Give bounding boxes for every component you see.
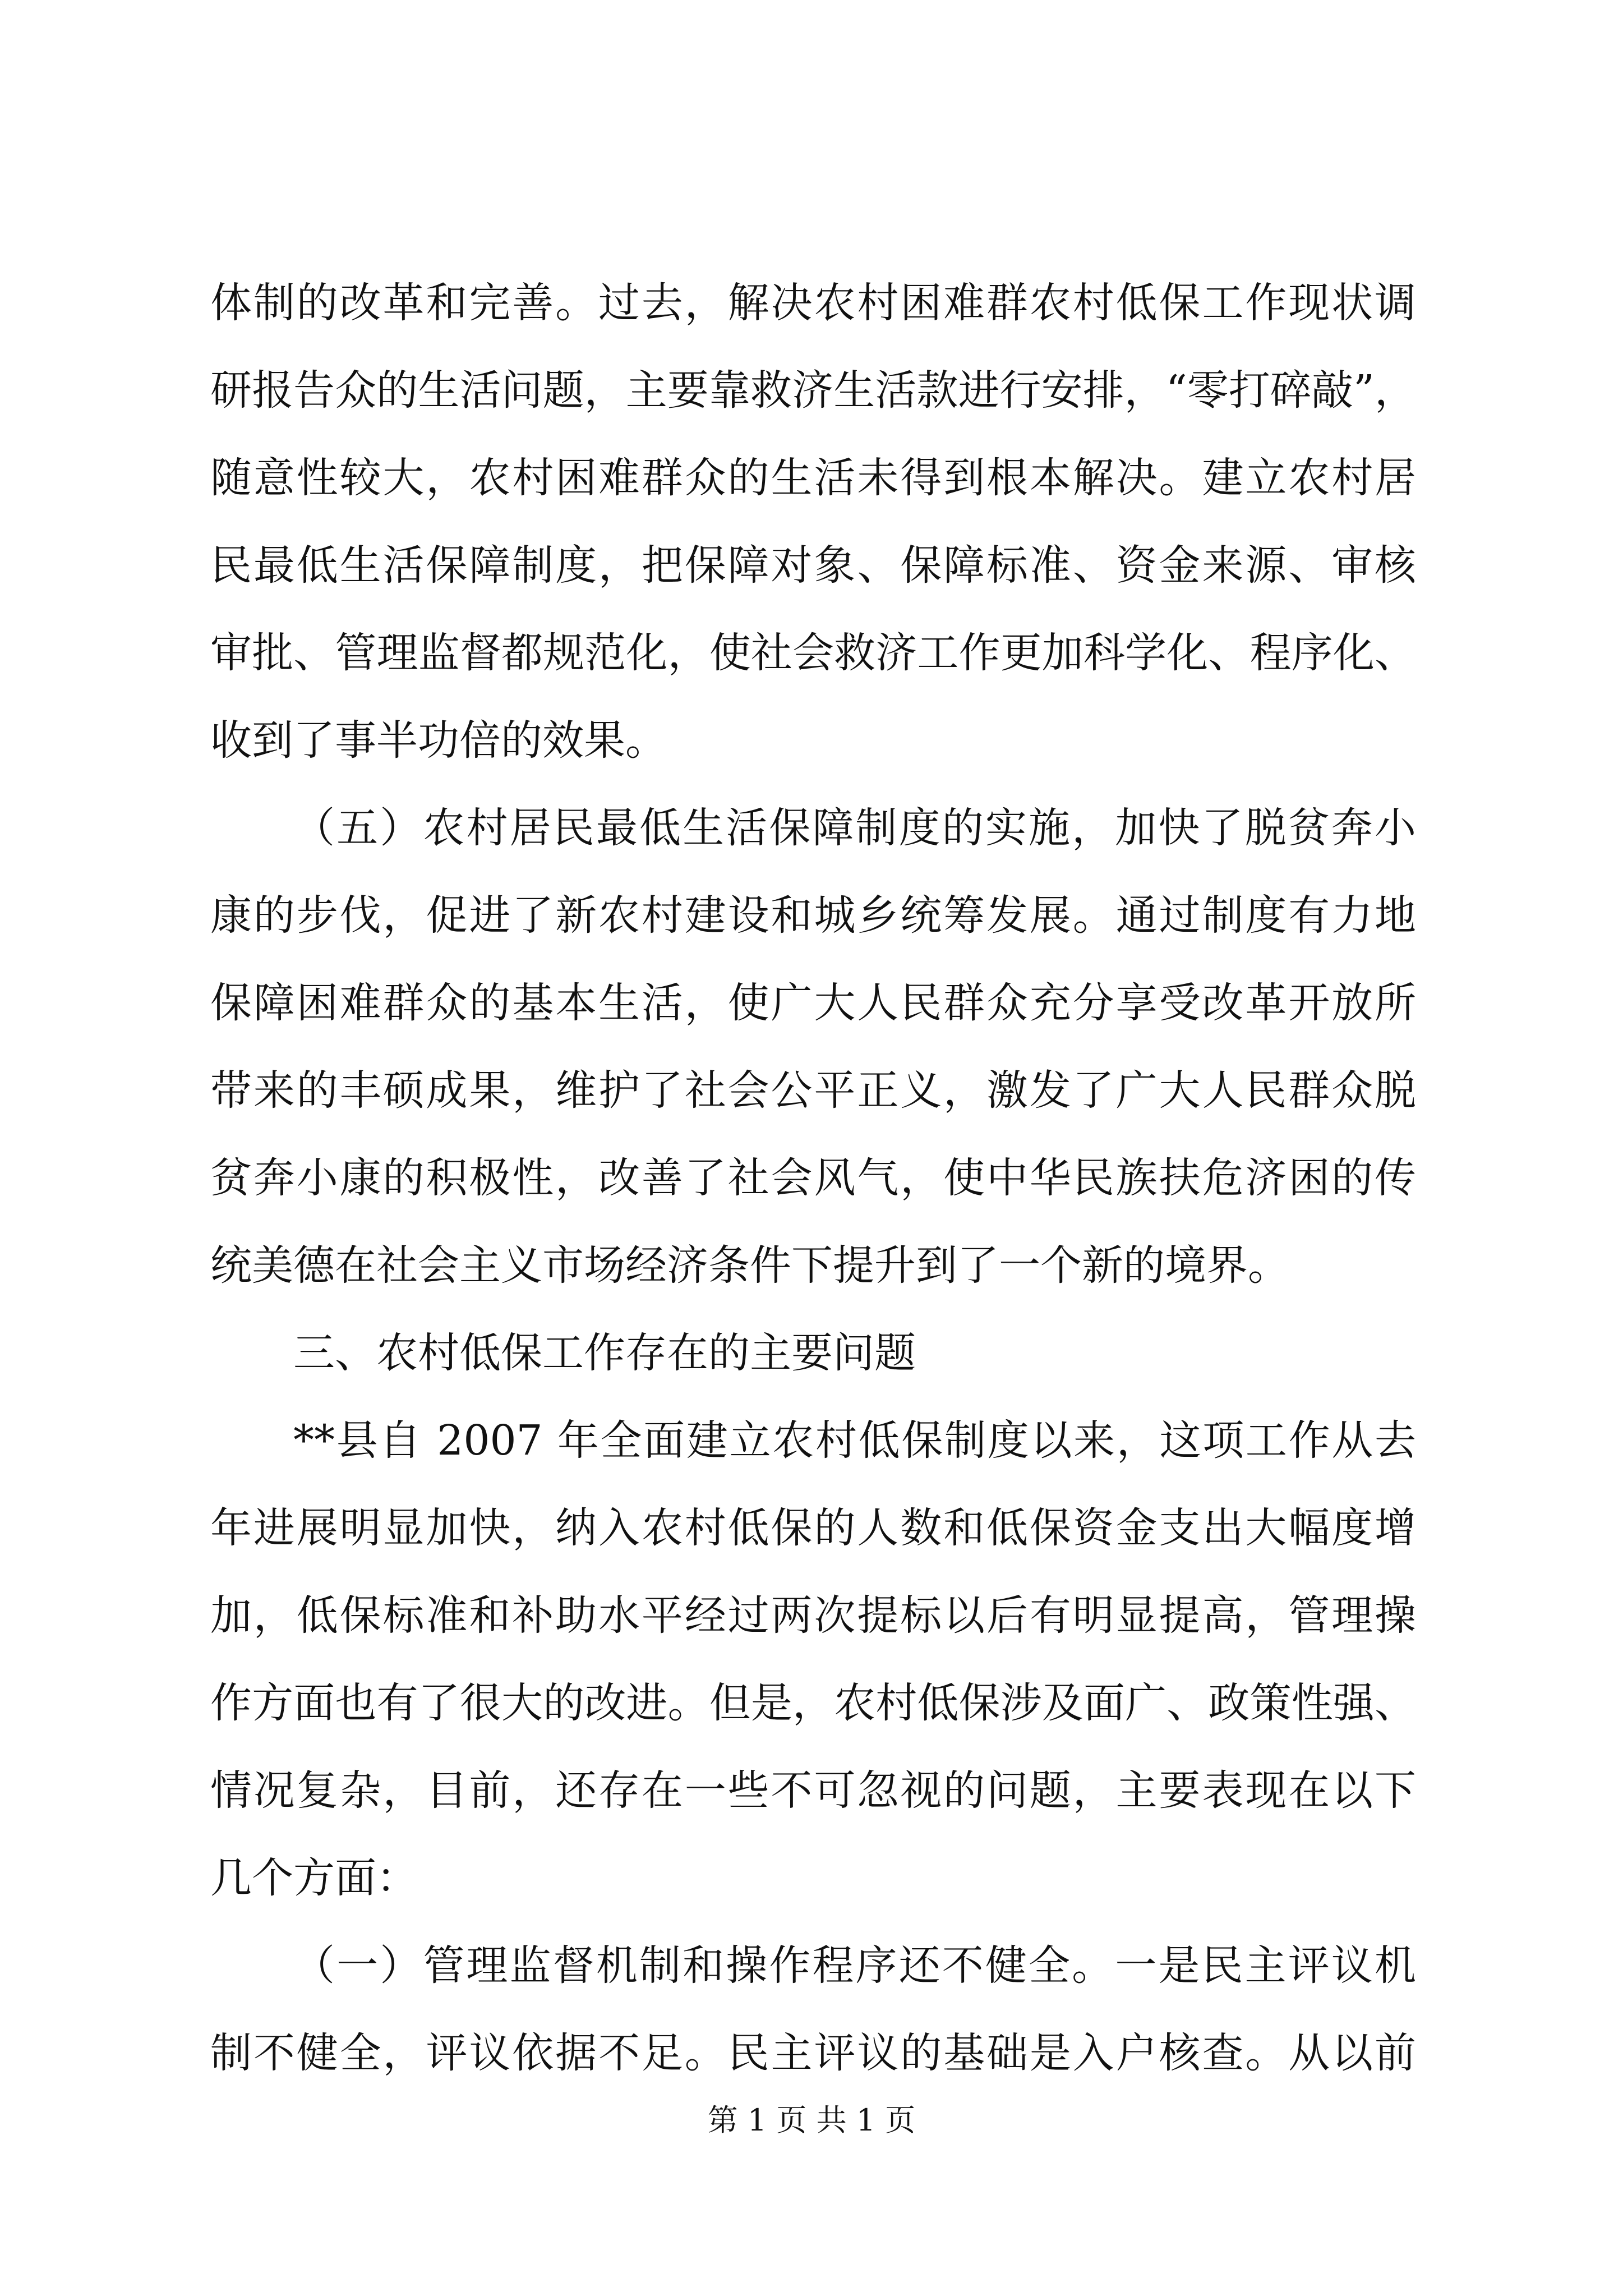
text-line: 研报告众的生活问题，主要靠救济生活款进行安排，“零打碎敲”， <box>210 366 1416 415</box>
text-line: 作方面也有了很大的改进。但是，农村低保涉及面广、政策性强、 <box>210 1679 1416 1727</box>
text-line: 随意性较大，农村困难群众的生活未得到根本解决。建立农村居 <box>210 454 1416 502</box>
text-line: （五）农村居民最低生活保障制度的实施，加快了脱贫奔小 <box>293 804 1416 852</box>
text-line: 年进展明显加快，纳入农村低保的人数和低保资金支出大幅度增 <box>210 1504 1416 1552</box>
text-line: 加，低保标准和补助水平经过两次提标以后有明显提高，管理操 <box>210 1591 1416 1640</box>
text-line: 制不健全，评议依据不足。民主评议的基础是入户核查。从以前 <box>210 2029 1416 2077</box>
text-line: （一）管理监督机制和操作程序还不健全。一是民主评议机 <box>293 1941 1416 1990</box>
text-line: **县自 2007 年全面建立农村低保制度以来，这项工作从去 <box>293 1416 1416 1465</box>
document-body <box>210 259 1416 2097</box>
text-line: 审批、管理监督都规范化，使社会救济工作更加科学化、程序化、 <box>210 629 1416 677</box>
text-line: 带来的丰硕成果，维护了社会公平正义，激发了广大人民群众脱 <box>210 1066 1416 1115</box>
text-line: 几个方面： <box>210 1854 418 1902</box>
text-line: 贫奔小康的积极性，改善了社会风气，使中华民族扶危济困的传 <box>210 1154 1416 1202</box>
text-line: 民最低生活保障制度，把保障对象、保障标准、资金来源、审核 <box>210 541 1416 590</box>
text-line: 保障困难群众的基本生活，使广大人民群众充分享受改革开放所 <box>210 979 1416 1027</box>
text-line: 康的步伐，促进了新农村建设和城乡统筹发展。通过制度有力地 <box>210 891 1416 940</box>
text-line: 统美德在社会主义市场经济条件下提升到了一个新的境界。 <box>210 1241 1289 1290</box>
text-line: 情况复杂，目前，还存在一些不可忽视的问题，主要表现在以下 <box>210 1766 1416 1815</box>
page-footer: 第 1 页 共 1 页 <box>707 2102 916 2138</box>
text-line: 三、农村低保工作存在的主要问题 <box>293 1329 916 1377</box>
text-line: 收到了事半功倍的效果。 <box>210 716 667 765</box>
text-line: 体制的改革和完善。过去，解决农村困难群农村低保工作现状调 <box>210 279 1416 327</box>
